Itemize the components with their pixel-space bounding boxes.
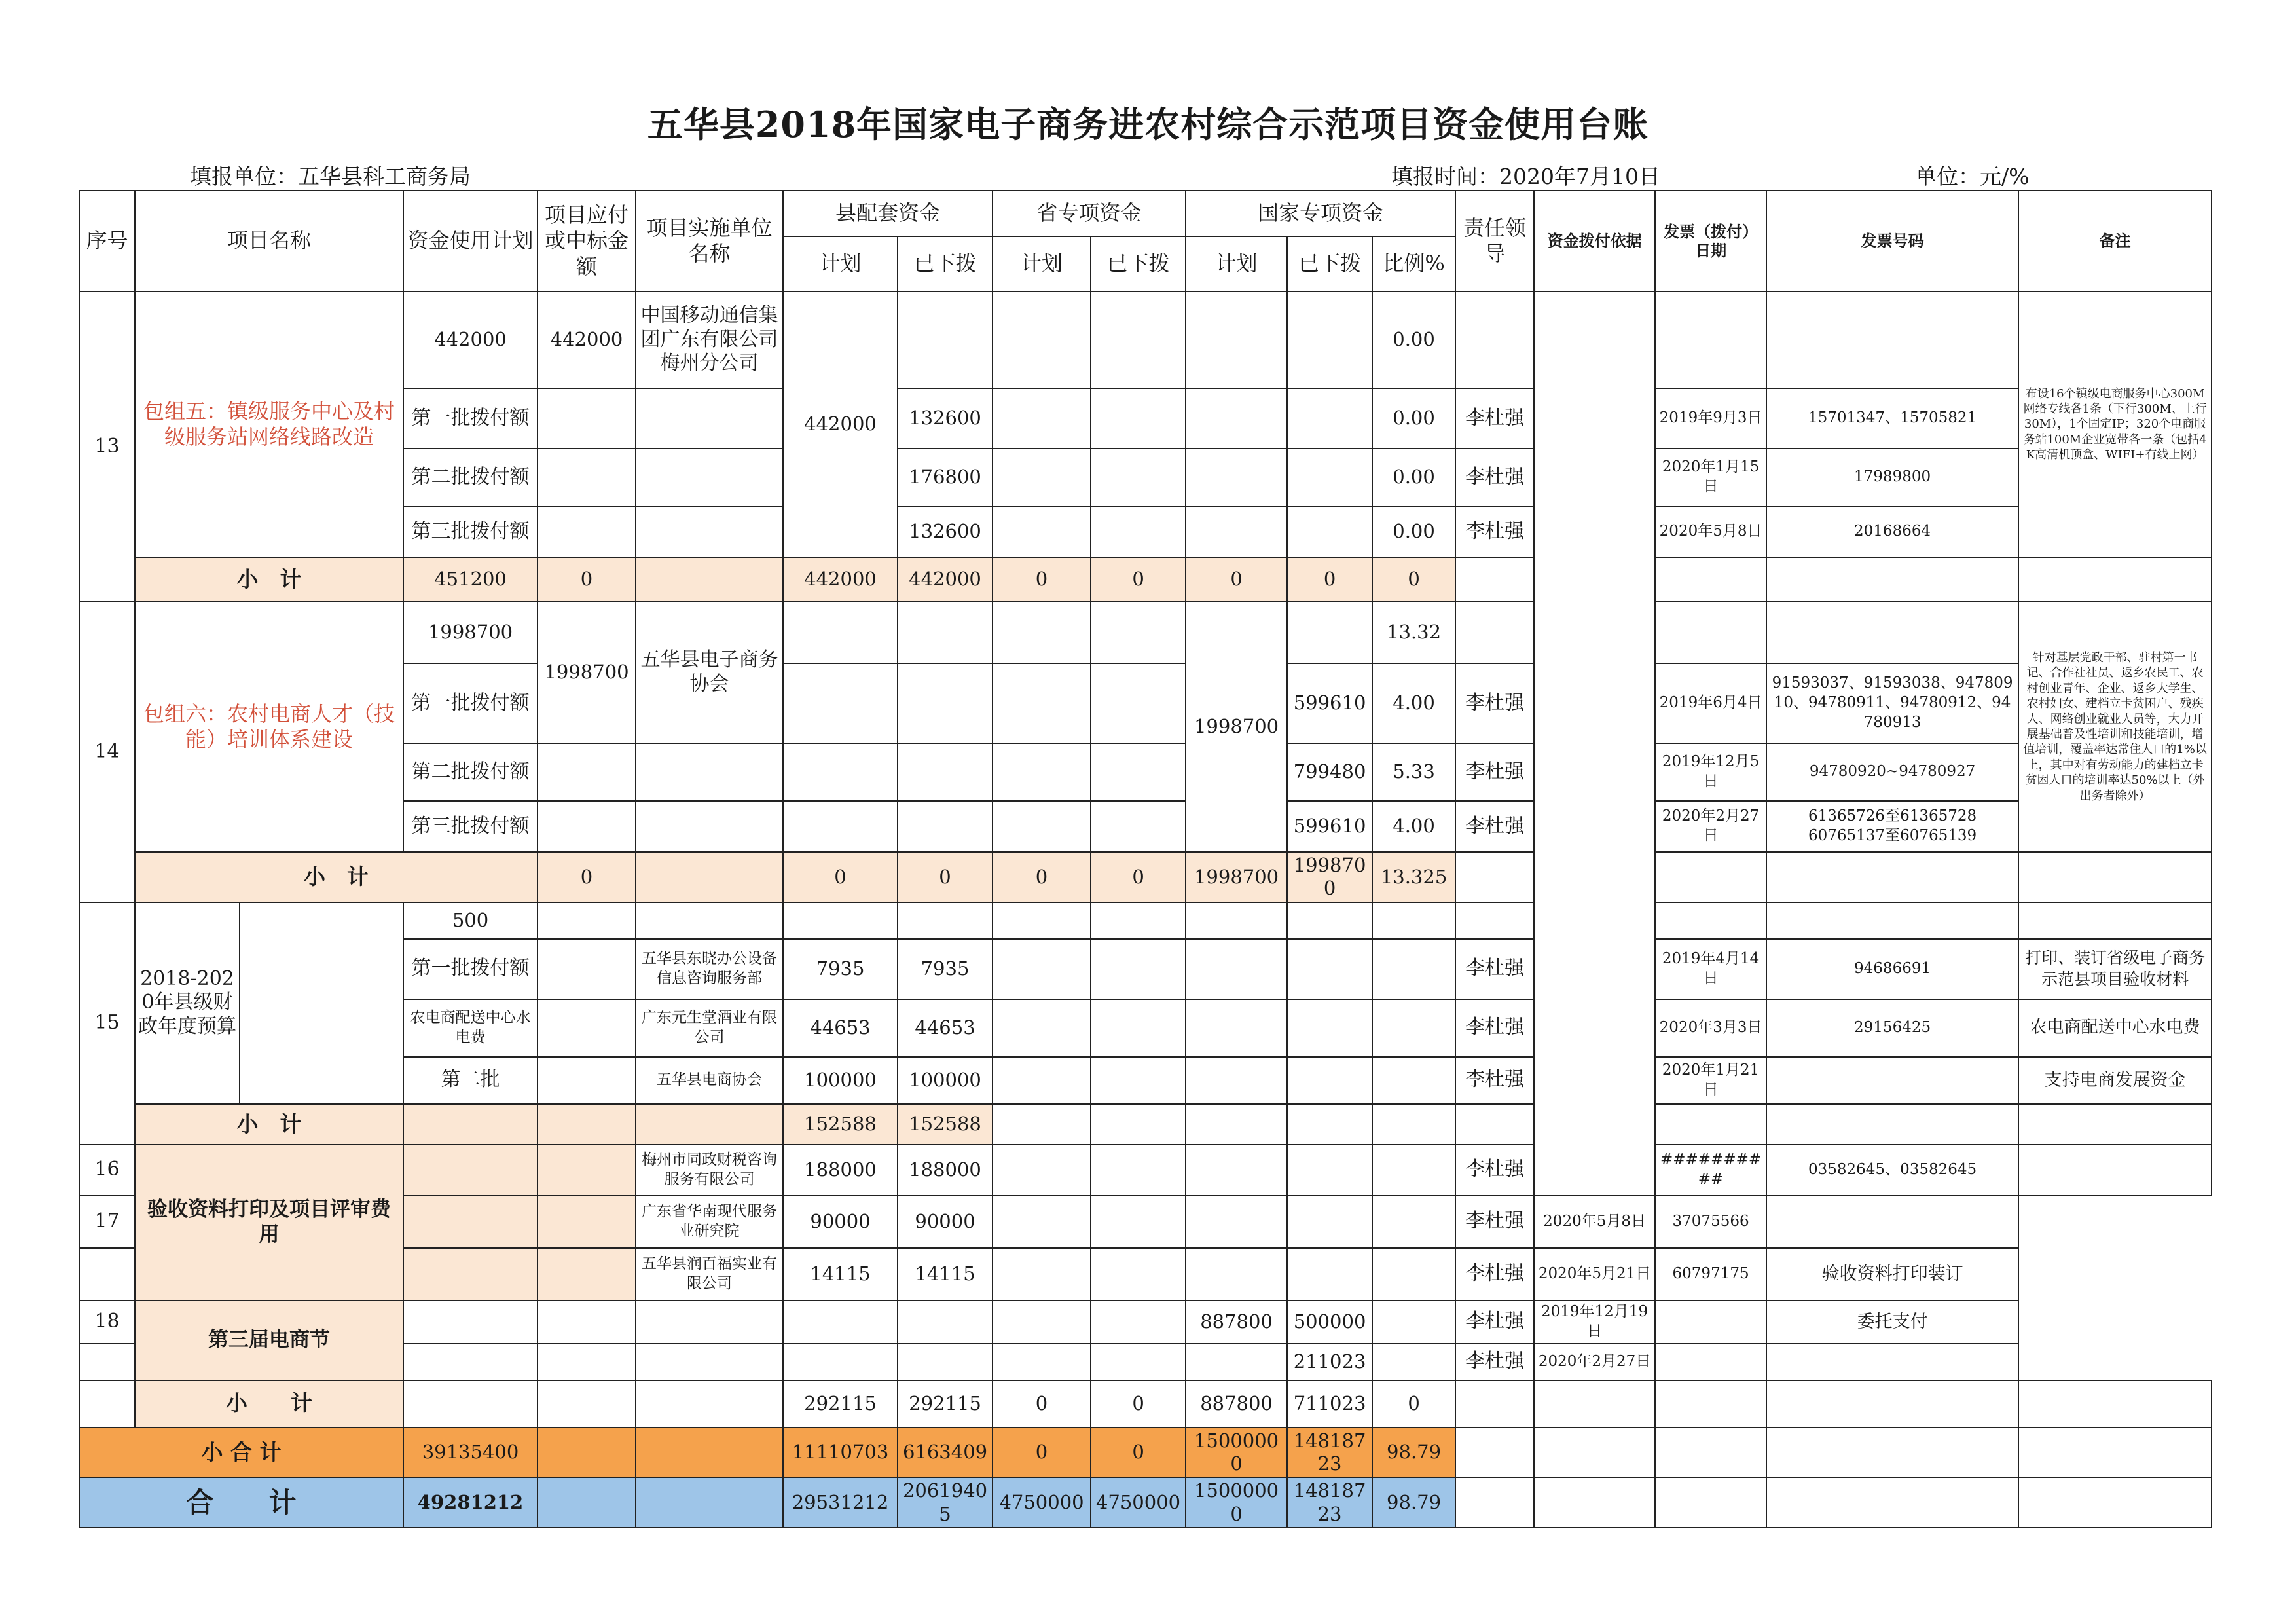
subtotal-label: 小 计 <box>135 1104 403 1145</box>
fill-time: 填报时间：2020年7月10日 <box>1391 164 1660 189</box>
header-bid: 项目应付或中标金额 <box>538 191 636 291</box>
county-paid: 14115 <box>898 1248 993 1301</box>
seq-cell: 16 <box>79 1145 135 1196</box>
subtotal-province-plan: 0 <box>993 557 1091 602</box>
subtotal-province-plan: 0 <box>993 852 1091 902</box>
county-paid: 132600 <box>898 506 993 557</box>
invoice-no: 17989800 <box>1766 449 2018 506</box>
invoice-no: 94780920~94780927 <box>1766 743 2018 801</box>
batch-label: 第二批拨付额 <box>403 449 538 506</box>
ratio-value: 0.00 <box>1372 388 1455 449</box>
bid-value: 1998700 <box>538 602 636 743</box>
invoice-date: 2019年4月14日 <box>1655 939 1766 999</box>
header-leader: 责任领导 <box>1455 191 1534 291</box>
remark-cell: 验收资料打印装订 <box>1766 1248 2018 1301</box>
header-basis: 资金拨付依据 <box>1534 191 1655 291</box>
subtotal-province-paid: 0 <box>1091 852 1186 902</box>
unit-label: 单位：元/% <box>1915 164 2030 189</box>
org-name: 五华县电商协会 <box>636 1057 783 1104</box>
subtotal-county-paid: 0 <box>898 852 993 902</box>
invoice-date: 2019年12月19日 <box>1534 1301 1655 1344</box>
org-name: 五华县东晓办公设备信息咨询服务部 <box>636 939 783 999</box>
total-national-plan: 15000000 <box>1186 1477 1287 1528</box>
subtotal-county-plan: 292115 <box>783 1380 898 1428</box>
subtotal-ratio: 0 <box>1372 1380 1455 1428</box>
batch-label: 第三批拨付额 <box>403 801 538 852</box>
project-name: 验收资料打印及项目评审费用 <box>135 1145 403 1301</box>
grand-subtotal-county-paid: 6163409 <box>898 1428 993 1478</box>
national-plan: 887800 <box>1186 1301 1287 1344</box>
remark-cell: 支持电商发展资金 <box>2018 1057 2212 1104</box>
header-invoice-date: 发票（拨付）日期 <box>1655 191 1766 291</box>
fill-unit: 填报单位：五华县科工商务局 <box>190 164 471 189</box>
invoice-no: 94686691 <box>1766 939 2018 999</box>
invoice-date: 2020年1月21日 <box>1655 1057 1766 1104</box>
subtotal-county-paid: 292115 <box>898 1380 993 1428</box>
leader-cell: 李杜强 <box>1455 939 1534 999</box>
seq-cell: 14 <box>79 602 135 902</box>
invoice-date: 2019年9月3日 <box>1655 388 1766 449</box>
invoice-no: 37075566 <box>1655 1196 1766 1248</box>
leader-cell: 李杜强 <box>1455 449 1534 506</box>
subtotal-bid: 0 <box>538 852 636 902</box>
header-national-plan: 计划 <box>1186 236 1287 291</box>
county-plan: 14115 <box>783 1248 898 1301</box>
header-county: 县配套资金 <box>783 191 993 236</box>
subtotal-national-paid: 0 <box>1287 557 1372 602</box>
subtotal-county-paid: 152588 <box>898 1104 993 1145</box>
county-plan: 90000 <box>783 1196 898 1248</box>
grand-subtotal-row <box>79 1428 2212 1478</box>
leader-cell: 李杜强 <box>1455 1248 1534 1301</box>
org-name: 梅州市同政财税咨询服务有限公司 <box>636 1145 783 1196</box>
ledger-table <box>79 190 2212 1528</box>
invoice-no <box>1766 801 2018 852</box>
org-name: 五华县电子商务协会 <box>636 602 783 743</box>
batch-label: 第二批拨付额 <box>403 743 538 801</box>
header-national: 国家专项资金 <box>1186 191 1455 236</box>
seq-cell: 13 <box>79 291 135 602</box>
subtotal-province-paid: 0 <box>1091 557 1186 602</box>
invoice-date: ########## <box>1655 1145 1766 1196</box>
header-county-paid: 已下拨 <box>898 236 993 291</box>
bid-value: 442000 <box>538 291 636 388</box>
subtotal-label: 小 计 <box>135 852 538 902</box>
header-seq: 序号 <box>79 191 135 291</box>
header-national-ratio: 比例% <box>1372 236 1455 291</box>
header-row <box>79 191 2212 236</box>
leader-cell: 李杜强 <box>1455 1196 1534 1248</box>
total-province-paid: 4750000 <box>1091 1477 1186 1528</box>
ratio-value: 4.00 <box>1372 801 1455 852</box>
total-plan: 49281212 <box>403 1477 538 1528</box>
total-ratio: 98.79 <box>1372 1477 1455 1528</box>
leader-cell: 李杜强 <box>1455 999 1534 1057</box>
header-remark: 备注 <box>2018 191 2212 291</box>
subtotal-national-plan: 887800 <box>1186 1380 1287 1428</box>
org-name: 五华县润百福实业有限公司 <box>636 1248 783 1301</box>
subtotal-ratio: 0 <box>1372 557 1455 602</box>
national-paid: 500000 <box>1287 1301 1372 1344</box>
invoice-date: 2019年12月5日 <box>1655 743 1766 801</box>
basis-column <box>1534 291 1655 1196</box>
org-name: 广东省华南现代服务业研究院 <box>636 1196 783 1248</box>
ratio-value: 0.00 <box>1372 449 1455 506</box>
subtotal-national-paid: 711023 <box>1287 1380 1372 1428</box>
header-invoice-no: 发票号码 <box>1766 191 2018 291</box>
header-plan: 资金使用计划 <box>403 191 538 291</box>
table-row <box>79 1145 2212 1196</box>
ratio-value: 4.00 <box>1372 663 1455 743</box>
total-county-plan: 29531212 <box>783 1477 898 1528</box>
plan-value: 1998700 <box>403 602 538 663</box>
seq-cell: 17 <box>79 1196 135 1248</box>
subtotal-row <box>79 852 2212 902</box>
subtotal-province-paid: 0 <box>1091 1380 1186 1428</box>
invoice-date: 2019年6月4日 <box>1655 663 1766 743</box>
leader-cell: 李杜强 <box>1455 1145 1534 1196</box>
subtotal-county-plan: 0 <box>783 852 898 902</box>
seq-cell: 15 <box>79 902 135 1145</box>
total-national-paid: 14818723 <box>1287 1477 1372 1528</box>
total-row <box>79 1477 2212 1528</box>
header-province-plan: 计划 <box>993 236 1091 291</box>
leader-cell: 李杜强 <box>1455 801 1534 852</box>
plan-value: 500 <box>403 902 538 939</box>
batch-label: 第三批拨付额 <box>403 506 538 557</box>
org-name: 广东元生堂酒业有限公司 <box>636 999 783 1057</box>
grand-subtotal-label: 小 合 计 <box>79 1428 403 1478</box>
leader-cell: 李杜强 <box>1455 506 1534 557</box>
grand-subtotal-county-plan: 11110703 <box>783 1428 898 1478</box>
invoice-no-line: 60765137至60765139 <box>1808 827 1977 844</box>
project-name: 包组五：镇级服务中心及村级服务站网络线路改造 <box>135 291 403 557</box>
invoice-no: 20168664 <box>1766 506 2018 557</box>
subtotal-national-plan: 0 <box>1186 557 1287 602</box>
leader-cell: 李杜强 <box>1455 1057 1534 1104</box>
table-row <box>79 291 2212 388</box>
seq-cell: 18 <box>79 1301 135 1344</box>
remark-cell: 打印、装订省级电子商务示范县项目验收材料 <box>2018 939 2212 999</box>
invoice-no-line: 61365726至61365728 <box>1808 807 1977 825</box>
leader-cell: 李杜强 <box>1455 1301 1534 1344</box>
county-plan: 442000 <box>783 291 898 557</box>
subtotal-label: 小 计 <box>135 1380 403 1428</box>
subtotal-plan: 451200 <box>403 557 538 602</box>
total-province-plan: 4750000 <box>993 1477 1091 1528</box>
page-title: 五华县2018年国家电子商务进农村综合示范项目资金使用台账 <box>647 103 1649 145</box>
total-label: 合 计 <box>79 1477 403 1528</box>
header-org: 项目实施单位名称 <box>636 191 783 291</box>
invoice-date: 2020年5月8日 <box>1534 1196 1655 1248</box>
grand-subtotal-national-paid: 14818723 <box>1287 1428 1372 1478</box>
subtotal-bid: 0 <box>538 557 636 602</box>
grand-subtotal-province-plan: 0 <box>993 1428 1091 1478</box>
header-name: 项目名称 <box>135 191 403 291</box>
invoice-no: 03582645、03582645 <box>1766 1145 2018 1196</box>
grand-subtotal-ratio: 98.79 <box>1372 1428 1455 1478</box>
batch-label: 第二批 <box>403 1057 538 1104</box>
ratio-value: 5.33 <box>1372 743 1455 801</box>
invoice-date: 2020年2月27日 <box>1655 801 1766 852</box>
county-paid: 44653 <box>898 999 993 1057</box>
invoice-date: 2020年3月3日 <box>1655 999 1766 1057</box>
subtotal-row <box>79 557 2212 602</box>
invoice-date: 2020年5月21日 <box>1534 1248 1655 1301</box>
remark-cell: 布设16个镇级电商服务中心300M网络专线各1条（下行300M、上行30M），1个固定IP；320个电商服务站100M企业宽带各一条（包括4K高清机顶盒、WIFI+有线上网） <box>2018 291 2212 557</box>
county-paid: 132600 <box>898 388 993 449</box>
subtotal-row <box>79 1380 2212 1428</box>
leader-cell: 李杜强 <box>1455 388 1534 449</box>
national-plan: 1998700 <box>1186 602 1287 852</box>
subtotal-row <box>79 1104 2212 1145</box>
county-paid: 188000 <box>898 1145 993 1196</box>
remark-cell: 农电商配送中心水电费 <box>2018 999 2212 1057</box>
grand-subtotal-province-paid: 0 <box>1091 1428 1186 1478</box>
header-county-plan: 计划 <box>783 236 898 291</box>
project-name: 第三届电商节 <box>135 1301 403 1380</box>
table-row <box>79 902 2212 939</box>
remark-cell: 委托支付 <box>1766 1301 2018 1344</box>
subtotal-ratio: 13.325 <box>1372 852 1455 902</box>
subtotal-national-paid: 1998700 <box>1287 852 1372 902</box>
county-plan: 100000 <box>783 1057 898 1104</box>
national-paid: 799480 <box>1287 743 1372 801</box>
invoice-no: 15701347、15705821 <box>1766 388 2018 449</box>
national-paid: 599610 <box>1287 801 1372 852</box>
invoice-date: 2020年2月27日 <box>1534 1344 1655 1380</box>
invoice-date: 2020年1月15日 <box>1655 449 1766 506</box>
leader-cell: 李杜强 <box>1455 663 1534 743</box>
invoice-no: 29156425 <box>1766 999 2018 1057</box>
invoice-no: 60797175 <box>1655 1248 1766 1301</box>
subtotal-county-plan: 442000 <box>783 557 898 602</box>
grand-subtotal-plan: 39135400 <box>403 1428 538 1478</box>
remark-cell: 针对基层党政干部、驻村第一书记、合作社社员、返乡农民工、农村创业青年、企业、返乡大学生、农村妇女、建档立卡贫困户、残疾人、网络创业就业人员等，大力开展基础普及性培训和技能培训，增值培训，覆盖率达常住人口的1%以上，其中对有劳动能力的建档立卡贫困人口的培训率达50%以上（外出务者除外） <box>2018 602 2212 852</box>
batch-label: 第一批拨付额 <box>403 388 538 449</box>
national-paid: 211023 <box>1287 1344 1372 1380</box>
leader-cell: 李杜强 <box>1455 1344 1534 1380</box>
header-province: 省专项资金 <box>993 191 1186 236</box>
subtotal-county-plan: 152588 <box>783 1104 898 1145</box>
subtotal-label: 小 计 <box>135 557 403 602</box>
total-county-paid: 20619405 <box>898 1477 993 1528</box>
subtotal-county-paid: 442000 <box>898 557 993 602</box>
subtotal-province-plan: 0 <box>993 1380 1091 1428</box>
project-name: 2018-2020年县级财政年度预算 <box>135 902 240 1104</box>
plan-value: 442000 <box>403 291 538 388</box>
invoice-date: 2020年5月8日 <box>1655 506 1766 557</box>
county-paid: 100000 <box>898 1057 993 1104</box>
ratio-value: 13.32 <box>1372 602 1455 663</box>
county-plan: 44653 <box>783 999 898 1057</box>
batch-label: 农电商配送中心水电费 <box>403 999 538 1057</box>
national-paid: 599610 <box>1287 663 1372 743</box>
county-paid: 176800 <box>898 449 993 506</box>
header-national-paid: 已下拨 <box>1287 236 1372 291</box>
invoice-no: 91593037、91593038、94780910、94780911、94780912、94780913 <box>1766 663 2018 743</box>
leader-cell: 李杜强 <box>1455 743 1534 801</box>
ratio-value: 0.00 <box>1372 291 1455 388</box>
grand-subtotal-national-plan: 15000000 <box>1186 1428 1287 1478</box>
header-province-paid: 已下拨 <box>1091 236 1186 291</box>
ratio-value: 0.00 <box>1372 506 1455 557</box>
subtotal-national-plan: 1998700 <box>1186 852 1287 902</box>
county-plan: 188000 <box>783 1145 898 1196</box>
project-name: 包组六：农村电商人才（技能）培训体系建设 <box>135 602 403 852</box>
table-row <box>79 602 2212 663</box>
county-paid: 7935 <box>898 939 993 999</box>
batch-label: 第一批拨付额 <box>403 939 538 999</box>
county-plan: 7935 <box>783 939 898 999</box>
county-paid: 90000 <box>898 1196 993 1248</box>
org-name: 中国移动通信集团广东有限公司梅州分公司 <box>636 291 783 388</box>
batch-label: 第一批拨付额 <box>403 663 538 743</box>
